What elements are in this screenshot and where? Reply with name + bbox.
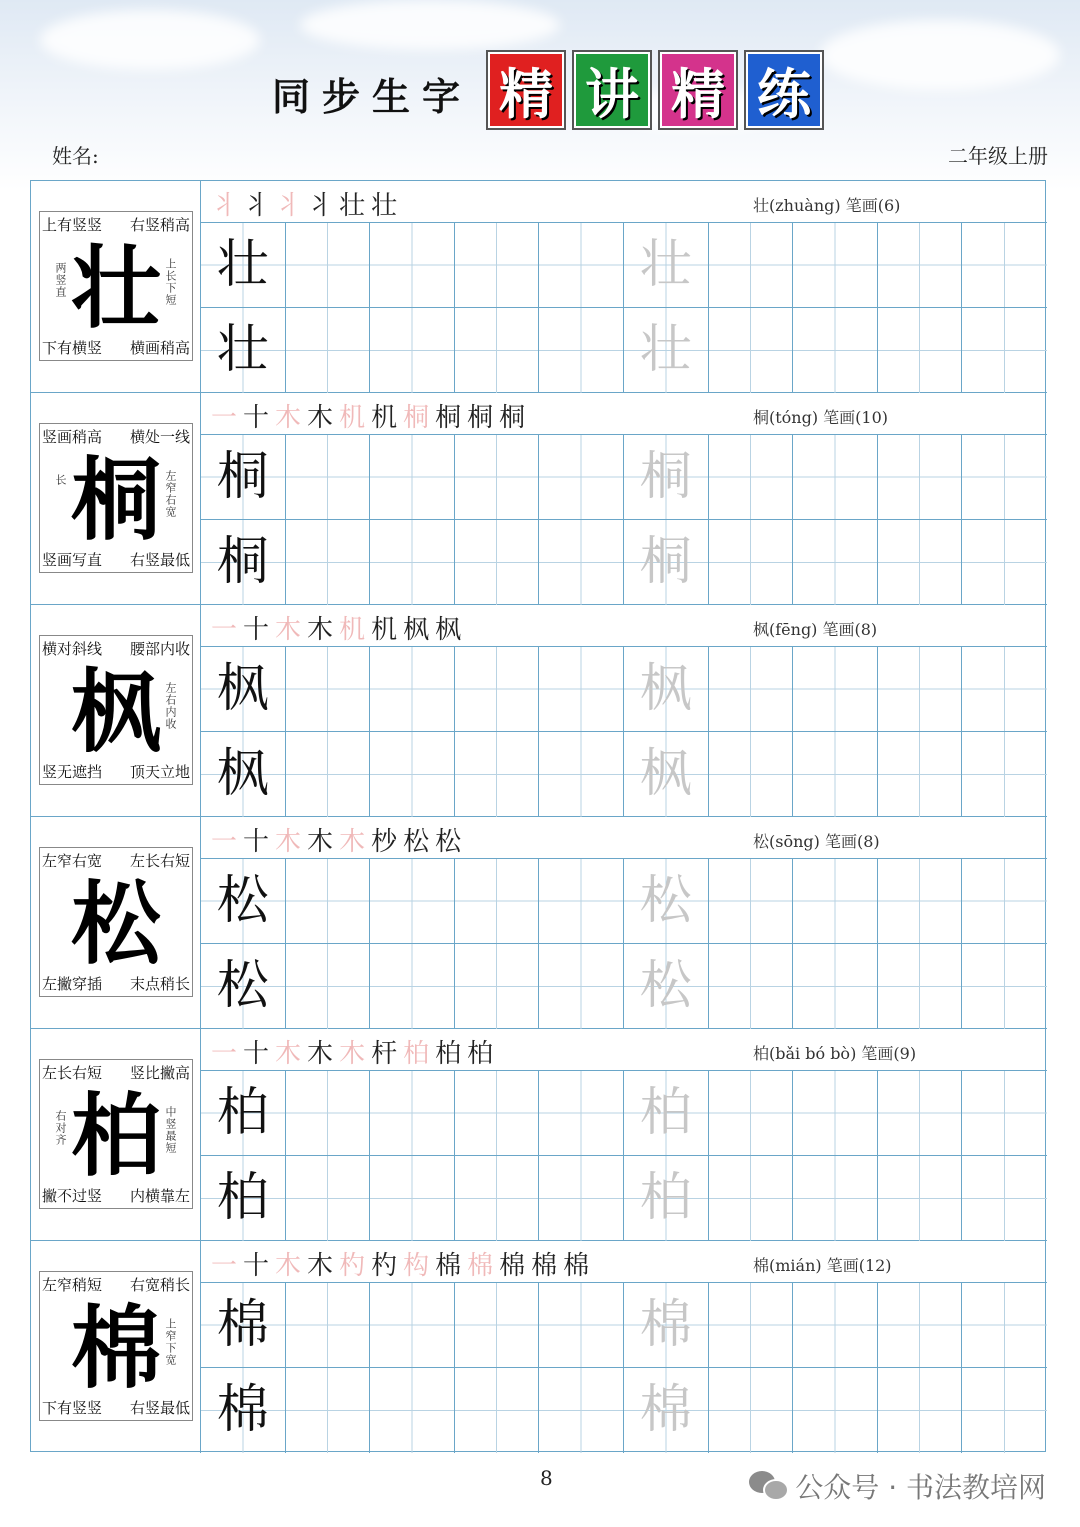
page-title: 同步生字 xyxy=(272,75,473,119)
stroke-step: 桐 xyxy=(403,403,432,433)
reference-card xyxy=(39,423,193,573)
stroke-step: 丬 xyxy=(243,191,272,221)
stroke-step: 杪 xyxy=(371,827,400,857)
stroke-step: 一 xyxy=(211,1039,240,1069)
writing-cell[interactable] xyxy=(793,647,878,732)
writing-cell[interactable] xyxy=(455,732,540,817)
stroke-order-bar xyxy=(201,1241,1047,1283)
writing-cell[interactable] xyxy=(709,1071,794,1156)
writing-cell[interactable] xyxy=(878,732,963,817)
writing-cell[interactable] xyxy=(709,1283,794,1368)
writing-cell[interactable] xyxy=(370,944,455,1029)
writing-cell[interactable] xyxy=(455,520,540,605)
trace-character: 桐 xyxy=(639,447,692,507)
writing-tip: 末点稍长 xyxy=(129,975,190,993)
wechat-icon xyxy=(749,1471,787,1501)
writing-tip: 左长右短 xyxy=(129,852,190,870)
writing-cell[interactable] xyxy=(201,308,286,393)
reference-character: 柏 xyxy=(71,1083,161,1189)
writing-tip: 竖画稍高 xyxy=(42,428,103,446)
writing-tip: 竖无遮挡 xyxy=(42,763,103,781)
writing-cell[interactable] xyxy=(539,435,624,520)
stroke-step: 杓 xyxy=(339,1251,368,1281)
reference-panel xyxy=(31,181,201,392)
writing-cell[interactable] xyxy=(539,1283,624,1368)
stroke-step: 柏 xyxy=(435,1039,464,1069)
reference-panel xyxy=(31,1241,201,1453)
writing-cell[interactable] xyxy=(624,647,709,732)
reference-character: 壮 xyxy=(71,235,161,341)
writing-cell[interactable] xyxy=(286,1071,371,1156)
side-note-right: 左窄右宽 xyxy=(164,470,177,518)
writing-cell[interactable] xyxy=(455,435,540,520)
writing-cell[interactable] xyxy=(370,1368,455,1453)
writing-cell[interactable] xyxy=(793,1368,878,1453)
writing-cell[interactable] xyxy=(624,944,709,1029)
watermark-text: 公众号 · 书法教培网 xyxy=(795,1471,1046,1504)
stroke-sequence xyxy=(211,185,403,222)
trace-character: 棉 xyxy=(639,1295,692,1355)
writing-cell[interactable] xyxy=(370,1283,455,1368)
writing-cell[interactable] xyxy=(539,732,624,817)
writing-tip: 右竖稍高 xyxy=(129,216,190,234)
stroke-step: 十 xyxy=(243,1039,272,1069)
stroke-step: 柏 xyxy=(467,1039,496,1069)
writing-cell[interactable] xyxy=(539,859,624,944)
writing-cell[interactable] xyxy=(624,308,709,393)
writing-cell[interactable] xyxy=(878,520,963,605)
stroke-order-bar xyxy=(201,817,1047,859)
pinyin-stroke-count: 桐(tóng) 笔画(10) xyxy=(753,408,889,427)
stroke-step: 木 xyxy=(307,615,336,645)
writing-cell[interactable] xyxy=(793,223,878,308)
writing-tip: 竖画写直 xyxy=(42,551,103,569)
writing-cell[interactable] xyxy=(793,1071,878,1156)
writing-cell[interactable] xyxy=(962,223,1047,308)
reference-panel xyxy=(31,605,201,816)
writing-cell[interactable] xyxy=(709,520,794,605)
stroke-step: 一 xyxy=(211,615,240,645)
stroke-sequence xyxy=(211,821,467,858)
writing-cell[interactable] xyxy=(455,647,540,732)
writing-cell[interactable] xyxy=(793,435,878,520)
writing-cell[interactable] xyxy=(201,732,286,817)
title-badges xyxy=(488,52,822,128)
writing-cell[interactable] xyxy=(793,732,878,817)
writing-cell[interactable] xyxy=(709,435,794,520)
watermark xyxy=(749,1466,1046,1506)
writing-cell[interactable] xyxy=(624,732,709,817)
writing-cell[interactable] xyxy=(455,859,540,944)
model-character: 柏 xyxy=(216,1083,269,1143)
reference-card xyxy=(39,1271,193,1421)
writing-cell[interactable] xyxy=(709,944,794,1029)
reference-card xyxy=(39,847,193,997)
stroke-sequence xyxy=(211,1245,595,1282)
stroke-step: 十 xyxy=(243,1251,272,1281)
stroke-step: 丬 xyxy=(275,191,304,221)
stroke-step: 木 xyxy=(275,827,304,857)
writing-cell[interactable] xyxy=(624,1368,709,1453)
writing-cell[interactable] xyxy=(455,1156,540,1241)
stroke-step: 机 xyxy=(371,403,400,433)
stroke-step: 枫 xyxy=(403,615,432,645)
model-character: 桐 xyxy=(216,532,269,592)
model-character: 棉 xyxy=(216,1380,269,1440)
side-note-left: 右对齐 xyxy=(54,1110,67,1146)
writing-cell[interactable] xyxy=(793,1156,878,1241)
trace-character: 枫 xyxy=(639,659,692,719)
trace-character: 柏 xyxy=(639,1083,692,1143)
grade-label: 二年级上册 xyxy=(948,144,1048,168)
writing-cell[interactable] xyxy=(878,308,963,393)
reference-character: 桐 xyxy=(71,447,161,553)
stroke-step: 桐 xyxy=(499,403,528,433)
writing-tip: 下有横竖 xyxy=(42,339,103,357)
writing-cell[interactable] xyxy=(370,520,455,605)
writing-cell[interactable] xyxy=(793,520,878,605)
stroke-step: 棉 xyxy=(467,1251,496,1281)
reference-card xyxy=(39,635,193,785)
model-character: 松 xyxy=(216,871,269,931)
writing-tip: 左窄右宽 xyxy=(42,852,103,870)
writing-cell[interactable] xyxy=(624,223,709,308)
badge-lian: 练 xyxy=(746,52,822,128)
stroke-step: 杆 xyxy=(371,1039,400,1069)
writing-cell[interactable] xyxy=(201,223,286,308)
writing-cell[interactable] xyxy=(962,1368,1047,1453)
writing-cell[interactable] xyxy=(201,859,286,944)
writing-cell[interactable] xyxy=(709,1368,794,1453)
model-character: 枫 xyxy=(216,744,269,804)
writing-tip: 右竖最低 xyxy=(129,551,190,569)
stroke-step: 木 xyxy=(307,827,336,857)
stroke-step: 棉 xyxy=(531,1251,560,1281)
badge-jing-1: 精 xyxy=(488,52,564,128)
writing-cell[interactable] xyxy=(878,435,963,520)
tianzige-grid xyxy=(201,859,1047,1029)
writing-cell[interactable] xyxy=(201,1071,286,1156)
stroke-step: 木 xyxy=(275,1251,304,1281)
trace-character: 桐 xyxy=(639,532,692,592)
writing-tip: 左窄稍短 xyxy=(42,1276,103,1294)
writing-cell[interactable] xyxy=(878,647,963,732)
stroke-step: 杓 xyxy=(371,1251,400,1281)
trace-character: 松 xyxy=(639,956,692,1016)
badge-jing-2: 精 xyxy=(660,52,736,128)
writing-cell[interactable] xyxy=(286,1368,371,1453)
reference-character: 松 xyxy=(71,871,161,977)
writing-cell[interactable] xyxy=(286,1283,371,1368)
pinyin-stroke-count: 壮(zhuàng) 笔画(6) xyxy=(753,196,901,215)
stroke-sequence xyxy=(211,1033,499,1070)
stroke-step: 十 xyxy=(243,403,272,433)
stroke-step: 木 xyxy=(275,1039,304,1069)
writing-cell[interactable] xyxy=(455,1368,540,1453)
practice-row xyxy=(31,1241,1047,1453)
writing-cell[interactable] xyxy=(201,435,286,520)
stroke-step: 棉 xyxy=(435,1251,464,1281)
reference-character: 枫 xyxy=(71,659,161,765)
model-character: 柏 xyxy=(216,1168,269,1228)
practice-area xyxy=(201,1241,1047,1453)
stroke-order-bar xyxy=(201,181,1047,223)
practice-row xyxy=(31,605,1047,817)
writing-cell[interactable] xyxy=(709,732,794,817)
writing-tip: 右竖最低 xyxy=(129,1399,190,1417)
practice-area xyxy=(201,605,1047,816)
writing-tip: 横对斜线 xyxy=(42,640,103,658)
stroke-step: 桐 xyxy=(467,403,496,433)
model-character: 壮 xyxy=(216,320,269,380)
writing-tip: 右宽稍长 xyxy=(129,1276,190,1294)
writing-cell[interactable] xyxy=(878,859,963,944)
badge-jiang: 讲 xyxy=(574,52,650,128)
side-note-right: 上窄下宽 xyxy=(164,1318,177,1366)
stroke-step: 十 xyxy=(243,615,272,645)
writing-cell[interactable] xyxy=(370,647,455,732)
writing-cell[interactable] xyxy=(962,520,1047,605)
writing-cell[interactable] xyxy=(624,435,709,520)
stroke-step: 丬 xyxy=(211,191,240,221)
reference-panel xyxy=(31,393,201,604)
tianzige-grid xyxy=(201,1283,1047,1453)
stroke-step: 机 xyxy=(339,615,368,645)
writing-tip: 左长右短 xyxy=(42,1064,103,1082)
writing-cell[interactable] xyxy=(539,1368,624,1453)
stroke-step: 壮 xyxy=(371,191,400,221)
writing-cell[interactable] xyxy=(286,435,371,520)
writing-cell[interactable] xyxy=(539,308,624,393)
writing-cell[interactable] xyxy=(286,732,371,817)
writing-tip: 竖比撇高 xyxy=(129,1064,190,1082)
stroke-order-bar xyxy=(201,605,1047,647)
writing-cell[interactable] xyxy=(709,223,794,308)
stroke-step: 一 xyxy=(211,403,240,433)
writing-cell[interactable] xyxy=(370,308,455,393)
practice-row xyxy=(31,817,1047,1029)
side-note-left: 长 xyxy=(54,474,67,486)
reference-card xyxy=(39,1059,193,1209)
writing-cell[interactable] xyxy=(286,223,371,308)
pinyin-stroke-count: 松(sōng) 笔画(8) xyxy=(753,832,880,851)
writing-cell[interactable] xyxy=(201,520,286,605)
writing-cell[interactable] xyxy=(201,1283,286,1368)
writing-cell[interactable] xyxy=(455,944,540,1029)
writing-cell[interactable] xyxy=(962,732,1047,817)
stroke-step: 构 xyxy=(403,1251,432,1281)
writing-cell[interactable] xyxy=(539,647,624,732)
writing-cell[interactable] xyxy=(793,1283,878,1368)
tianzige-grid xyxy=(201,223,1047,393)
model-character: 壮 xyxy=(216,235,269,295)
stroke-step: 桐 xyxy=(435,403,464,433)
writing-cell[interactable] xyxy=(370,1071,455,1156)
model-character: 棉 xyxy=(216,1295,269,1355)
name-label: 姓名: xyxy=(52,144,99,168)
stroke-step: 壮 xyxy=(339,191,368,221)
writing-cell[interactable] xyxy=(286,308,371,393)
model-character: 桐 xyxy=(216,447,269,507)
writing-cell[interactable] xyxy=(709,647,794,732)
reference-card xyxy=(39,211,193,361)
writing-cell[interactable] xyxy=(793,859,878,944)
side-note-right: 中竖最短 xyxy=(164,1106,177,1154)
writing-cell[interactable] xyxy=(455,1071,540,1156)
writing-cell[interactable] xyxy=(624,1156,709,1241)
practice-row xyxy=(31,393,1047,605)
writing-cell[interactable] xyxy=(962,944,1047,1029)
trace-character: 壮 xyxy=(639,320,692,380)
writing-tip: 上有竖竖 xyxy=(42,216,103,234)
writing-cell[interactable] xyxy=(201,1368,286,1453)
stroke-step: 木 xyxy=(307,1039,336,1069)
stroke-step: 枫 xyxy=(435,615,464,645)
reference-panel xyxy=(31,817,201,1028)
stroke-step: 一 xyxy=(211,1251,240,1281)
writing-tip: 横画稍高 xyxy=(129,339,190,357)
writing-cell[interactable] xyxy=(539,223,624,308)
trace-character: 壮 xyxy=(639,235,692,295)
stroke-step: 机 xyxy=(339,403,368,433)
writing-tip: 下有竖竖 xyxy=(42,1399,103,1417)
stroke-step: 松 xyxy=(435,827,464,857)
pinyin-stroke-count: 枫(fēng) 笔画(8) xyxy=(753,620,878,639)
writing-cell[interactable] xyxy=(624,859,709,944)
stroke-step: 丬 xyxy=(307,191,336,221)
trace-character: 柏 xyxy=(639,1168,692,1228)
writing-cell[interactable] xyxy=(962,859,1047,944)
tianzige-grid xyxy=(201,1071,1047,1241)
writing-tip: 顶天立地 xyxy=(129,763,190,781)
writing-cell[interactable] xyxy=(878,1283,963,1368)
writing-cell[interactable] xyxy=(962,1156,1047,1241)
writing-cell[interactable] xyxy=(370,1156,455,1241)
practice-area xyxy=(201,1029,1047,1240)
stroke-step: 棉 xyxy=(563,1251,592,1281)
side-note-right: 左右内收 xyxy=(164,682,177,730)
writing-cell[interactable] xyxy=(962,1071,1047,1156)
writing-cell[interactable] xyxy=(370,223,455,308)
writing-cell[interactable] xyxy=(624,520,709,605)
writing-cell[interactable] xyxy=(878,1368,963,1453)
stroke-step: 松 xyxy=(403,827,432,857)
practice-area xyxy=(201,393,1047,604)
writing-cell[interactable] xyxy=(286,859,371,944)
tianzige-grid xyxy=(201,435,1047,605)
stroke-step: 十 xyxy=(243,827,272,857)
practice-area xyxy=(201,181,1047,392)
stroke-order-bar xyxy=(201,1029,1047,1071)
model-character: 松 xyxy=(216,956,269,1016)
practice-sheet xyxy=(30,180,1046,1452)
model-character: 枫 xyxy=(216,659,269,719)
writing-cell[interactable] xyxy=(793,944,878,1029)
tianzige-grid xyxy=(201,647,1047,817)
writing-cell[interactable] xyxy=(793,308,878,393)
writing-cell[interactable] xyxy=(370,859,455,944)
writing-cell[interactable] xyxy=(962,435,1047,520)
writing-cell[interactable] xyxy=(962,1283,1047,1368)
stroke-sequence xyxy=(211,397,531,434)
trace-character: 棉 xyxy=(639,1380,692,1440)
writing-cell[interactable] xyxy=(201,647,286,732)
writing-cell[interactable] xyxy=(370,732,455,817)
writing-cell[interactable] xyxy=(539,520,624,605)
trace-character: 松 xyxy=(639,871,692,931)
stroke-step: 木 xyxy=(307,1251,336,1281)
stroke-step: 棉 xyxy=(499,1251,528,1281)
writing-cell[interactable] xyxy=(286,647,371,732)
reference-character: 棉 xyxy=(71,1295,161,1401)
writing-cell[interactable] xyxy=(201,1156,286,1241)
writing-cell[interactable] xyxy=(709,1156,794,1241)
pinyin-stroke-count: 棉(mián) 笔画(12) xyxy=(753,1256,892,1275)
writing-cell[interactable] xyxy=(539,1071,624,1156)
stroke-step: 木 xyxy=(275,403,304,433)
writing-cell[interactable] xyxy=(962,647,1047,732)
stroke-step: 一 xyxy=(211,827,240,857)
side-note-right: 上长下短 xyxy=(164,258,177,306)
writing-cell[interactable] xyxy=(201,944,286,1029)
stroke-step: 柏 xyxy=(403,1039,432,1069)
practice-area xyxy=(201,817,1047,1028)
writing-cell[interactable] xyxy=(878,944,963,1029)
stroke-order-bar xyxy=(201,393,1047,435)
writing-tip: 撇不过竖 xyxy=(42,1187,103,1205)
writing-cell[interactable] xyxy=(455,223,540,308)
writing-cell[interactable] xyxy=(709,859,794,944)
writing-cell[interactable] xyxy=(286,520,371,605)
writing-cell[interactable] xyxy=(962,308,1047,393)
stroke-step: 木 xyxy=(307,403,336,433)
writing-tip: 内横靠左 xyxy=(129,1187,190,1205)
writing-cell[interactable] xyxy=(455,308,540,393)
stroke-step: 木 xyxy=(339,1039,368,1069)
writing-cell[interactable] xyxy=(370,435,455,520)
stroke-sequence xyxy=(211,609,467,646)
writing-cell[interactable] xyxy=(539,944,624,1029)
writing-cell[interactable] xyxy=(878,223,963,308)
writing-cell[interactable] xyxy=(286,1156,371,1241)
stroke-step: 机 xyxy=(371,615,400,645)
stroke-step: 木 xyxy=(275,615,304,645)
writing-cell[interactable] xyxy=(878,1071,963,1156)
reference-panel xyxy=(31,1029,201,1240)
page-number: 8 xyxy=(540,1466,553,1490)
writing-tip: 腰部内收 xyxy=(129,640,190,658)
side-note-left: 两竖直 xyxy=(54,262,67,298)
trace-character: 枫 xyxy=(639,744,692,804)
stroke-step: 木 xyxy=(339,827,368,857)
writing-cell[interactable] xyxy=(624,1283,709,1368)
practice-row xyxy=(31,181,1047,393)
writing-tip: 横处一线 xyxy=(129,428,190,446)
writing-cell[interactable] xyxy=(286,944,371,1029)
writing-cell[interactable] xyxy=(455,1283,540,1368)
writing-cell[interactable] xyxy=(539,1156,624,1241)
writing-tip: 左撇穿插 xyxy=(42,975,103,993)
writing-cell[interactable] xyxy=(878,1156,963,1241)
pinyin-stroke-count: 柏(bǎi bó bò) 笔画(9) xyxy=(753,1044,917,1063)
writing-cell[interactable] xyxy=(624,1071,709,1156)
practice-row xyxy=(31,1029,1047,1241)
writing-cell[interactable] xyxy=(709,308,794,393)
